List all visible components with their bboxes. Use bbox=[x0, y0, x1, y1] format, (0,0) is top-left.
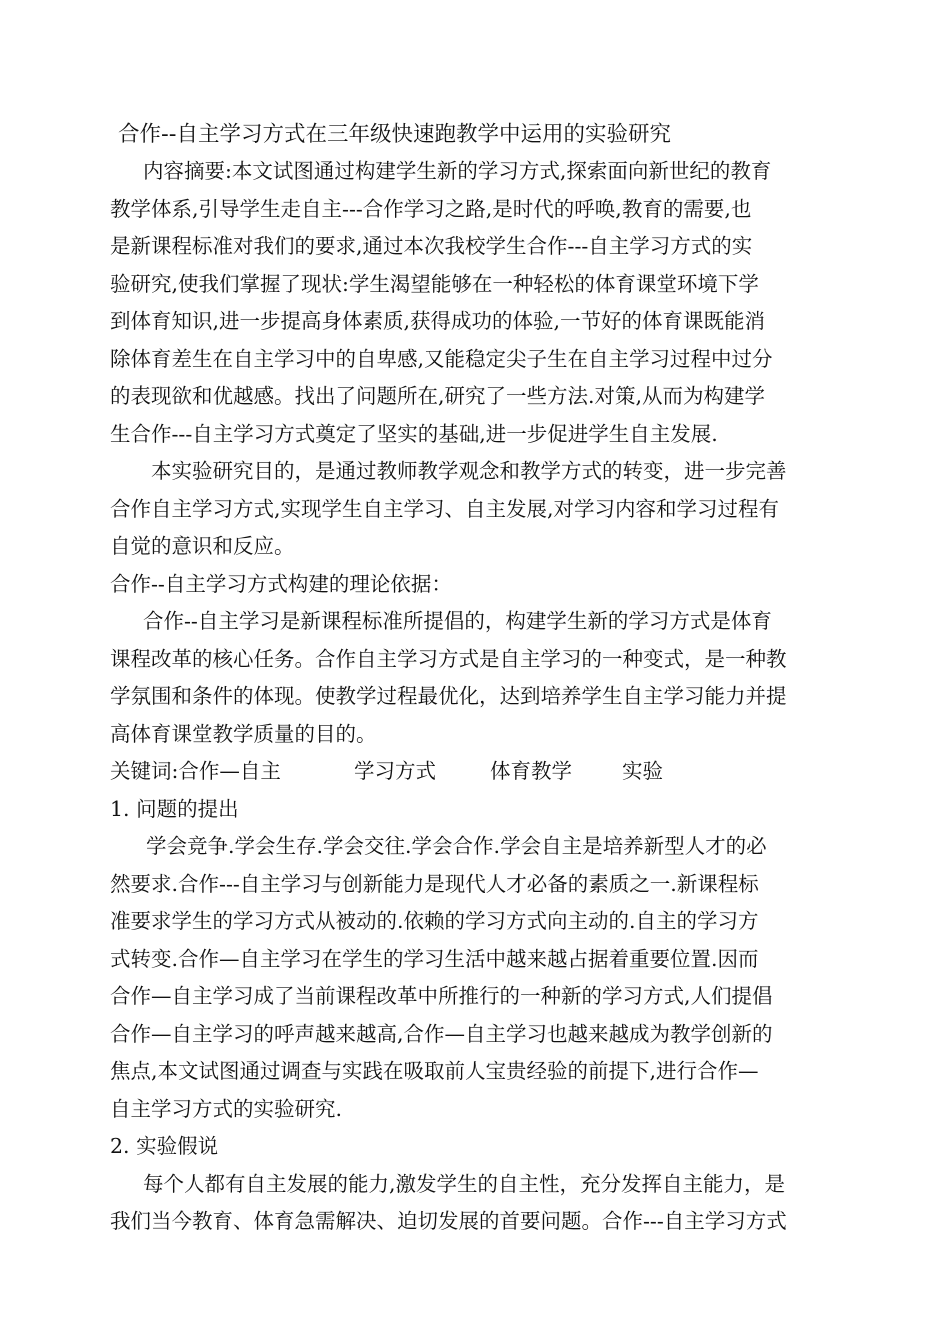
text-line: 本实验研究目的，是通过教师教学观念和教学方式的转变，进一步完善 bbox=[151, 459, 787, 483]
text-line: 每个人都有自主发展的能力,激发学生的自主性，充分发挥自主能力，是 bbox=[143, 1171, 786, 1196]
text-line: 的表现欲和优越感。找出了问题所在,研究了一些方法.对策,从而为构建学 bbox=[110, 384, 766, 408]
text-line: 自觉的意识和反应。 bbox=[110, 534, 295, 558]
text-line: 焦点,本文试图通过调查与实践在吸取前人宝贵经验的前提下,进行合作— bbox=[110, 1059, 759, 1083]
keyword-label: 关键词:合作—自主 bbox=[110, 759, 281, 783]
section-heading: 1. 问题的提出 bbox=[110, 796, 239, 821]
text-line: 学会竞争.学会生存.学会交往.学会合作.学会自主是培养新型人才的必 bbox=[146, 834, 767, 858]
text-line: 式转变.合作—自主学习在学生的学习生活中越来越占据着重要位置.因而 bbox=[110, 946, 759, 971]
text-line: 是新课程标准对我们的要求,通过本次我校学生合作---自主学习方式的实 bbox=[110, 234, 753, 258]
document-title: 合作--自主学习方式在三年级快速跑教学中运用的实验研究 bbox=[118, 122, 672, 147]
text-line: 内容摘要:本文试图通过构建学生新的学习方式,探索面向新世纪的教育 bbox=[143, 159, 772, 183]
keyword: 学习方式 bbox=[354, 759, 436, 783]
text-line: 除体育差生在自主学习中的自卑感,又能稳定尖子生在自主学习过程中过分 bbox=[110, 346, 773, 371]
text-line: 合作自主学习方式,实现学生自主学习、自主发展,对学习内容和学习过程有 bbox=[110, 496, 780, 521]
document-page bbox=[110, 116, 845, 1241]
purpose-paragraph bbox=[110, 453, 845, 566]
keywords-line bbox=[110, 753, 845, 791]
text-line: 我们当今教育、体育急需解决、迫切发展的首要问题。合作---自主学习方式 bbox=[110, 1209, 787, 1233]
section2-paragraph bbox=[110, 1166, 845, 1241]
keyword: 实验 bbox=[622, 759, 663, 783]
theory-heading: 合作--自主学习方式构建的理论依据： bbox=[110, 571, 452, 596]
text-line: 然要求.合作---自主学习与创新能力是现代人才必备的素质之一.新课程标 bbox=[110, 871, 759, 896]
text-line: 高体育课堂教学质量的目的。 bbox=[110, 721, 377, 746]
text-line: 准要求学生的学习方式从被动的.依赖的学习方式向主动的.自主的学习方 bbox=[110, 909, 759, 933]
text-line: 合作—自主学习的呼声越来越高,合作—自主学习也越来越成为教学创新的 bbox=[110, 1021, 773, 1046]
abstract-paragraph bbox=[110, 153, 845, 453]
text-line: 自主学习方式的实验研究. bbox=[110, 1096, 343, 1121]
section-heading: 2. 实验假说 bbox=[110, 1134, 219, 1158]
text-line: 教学体系,引导学生走自主---合作学习之路,是时代的呼唤,教育的需要,也 bbox=[110, 196, 752, 221]
keyword: 体育教学 bbox=[490, 759, 572, 783]
text-line: 课程改革的核心任务。合作自主学习方式是自主学习的一种变式，是一种教 bbox=[110, 646, 787, 671]
text-line: 验研究,使我们掌握了现状:学生渴望能够在一种轻松的体育课堂环境下学 bbox=[110, 271, 759, 296]
text-line: 生合作---自主学习方式奠定了坚实的基础,进一步促进学生自主发展. bbox=[110, 421, 718, 446]
text-line: 合作--自主学习是新课程标准所提倡的，构建学生新的学习方式是体育 bbox=[143, 609, 772, 633]
theory-paragraph bbox=[110, 603, 845, 753]
section1-paragraph bbox=[110, 828, 845, 1128]
text-line: 到体育知识,进一步提高身体素质,获得成功的体验,一节好的体育课既能消 bbox=[110, 309, 766, 333]
text-line: 学氛围和条件的体现。使教学过程最优化，达到培养学生自主学习能力并提 bbox=[110, 684, 787, 708]
text-line: 合作—自主学习成了当前课程改革中所推行的一种新的学习方式,人们提倡 bbox=[110, 984, 773, 1008]
